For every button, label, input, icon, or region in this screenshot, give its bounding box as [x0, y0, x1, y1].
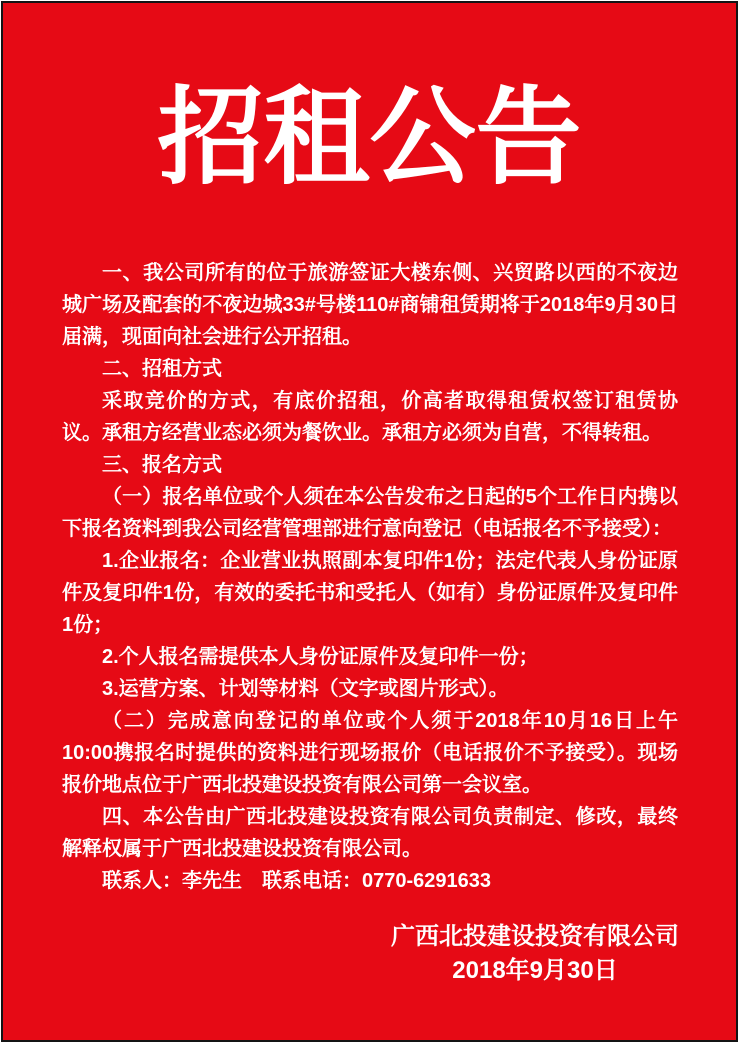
signature-date: 2018年9月30日 — [452, 957, 618, 984]
paragraph-enterprise-registration: 1.企业报名：企业营业执照副本复印件1份；法定代表人身份证原件及复印件1份，有效的委托书和受托人（如有）身份证原件及复印件1份； — [62, 550, 678, 636]
signature-block — [391, 920, 679, 988]
rental-announcement-poster — [1, 1, 738, 1042]
heading-rental-method: 二、招租方式 — [102, 358, 222, 380]
contact-line: 联系人：李先生 联系电话：0770-6291633 — [102, 870, 492, 892]
paragraph-registration-intro: （一）报名单位或个人须在本公告发布之日起的5个工作日内携以下报名资料到我公司经营管理部进行意向登记（电话报名不予接受）： — [62, 486, 678, 540]
poster-title: 招租公告 — [157, 80, 582, 197]
paragraph-operation-plan: 3.运营方案、计划等材料（文字或图片形式）。 — [102, 678, 509, 700]
paragraph-rental-method: 采取竞价的方式，有底价招租，价高者取得租赁权签订租赁协议。承租方经营业态必须为餐饮业。承租方必须为自营，不得转租。 — [62, 390, 678, 444]
paragraph-property-description: 一、我公司所有的位于旅游签证大楼东侧、兴贸路以西的不夜边城广场及配套的不夜边城33#号楼110#商铺租赁期将于2018年9月30日届满，现面向社会进行公开招租。 — [62, 262, 678, 348]
heading-registration-method: 三、报名方式 — [102, 454, 222, 476]
paragraph-individual-registration: 2.个人报名需提供本人身份证原件及复印件一份； — [102, 646, 539, 668]
poster-body — [62, 257, 678, 897]
paragraph-interpretation-rights: 四、本公告由广西北投建设投资有限公司负责制定、修改，最终解释权属于广西北投建设投资有限公司。 — [62, 806, 678, 860]
paragraph-onsite-bidding: （二）完成意向登记的单位或个人须于2018年10月16日上午10:00携报名时提供的资料进行现场报价（电话报价不予接受）。现场报价地点位于广西北投建设投资有限公司第一会议室。 — [62, 710, 678, 796]
signature-company: 广西北投建设投资有限公司 — [391, 923, 679, 950]
